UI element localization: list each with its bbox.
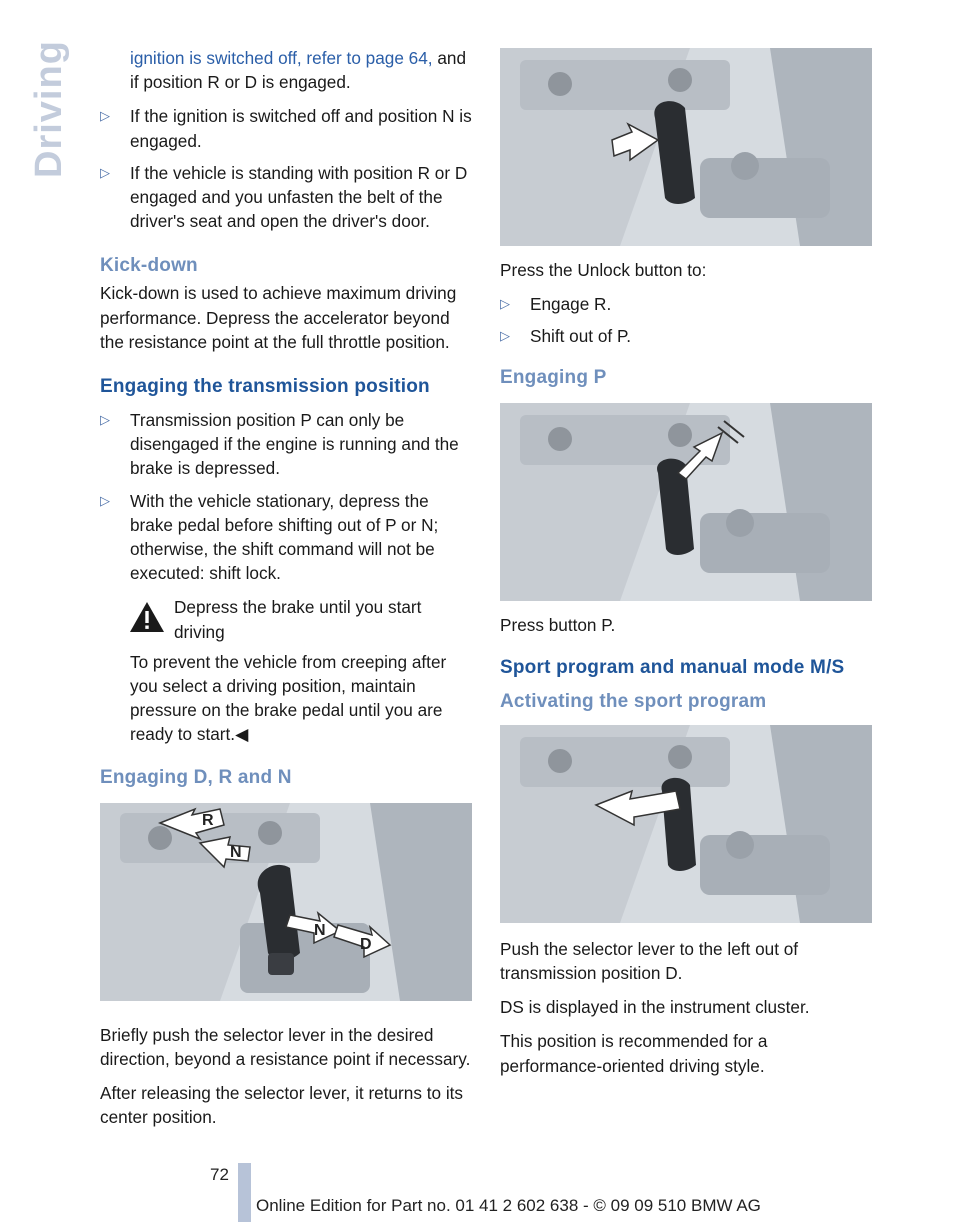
- bullet-triangle-icon: ▷: [100, 108, 110, 124]
- right-column: [500, 48, 874, 1088]
- list-item: ▷ With the vehicle stationary, depress the brake pedal before shifting out of P or N; otherwise, the shift command will not be executed: shift lock.: [100, 490, 439, 584]
- bullet-triangle-icon: ▷: [100, 164, 110, 180]
- engaging-bullet-list: [100, 408, 472, 585]
- list-item: ▷ If the vehicle is standing with position R or D engaged and you unfasten the belt of the driver's seat and open the driver's door.: [100, 162, 468, 232]
- bullet-triangle-icon: ▷: [100, 492, 110, 508]
- section-tab-label: Driving: [28, 40, 70, 178]
- sport-paragraph-1: Push the selector lever to the left out of transmission position D.: [500, 938, 799, 984]
- kickdown-paragraph: Kick-down is used to achieve maximum driving performance. Depress the accelerator beyond the resistance point at the full throttle position.: [100, 283, 457, 352]
- bullet-triangle-icon: ▷: [500, 328, 510, 344]
- drn-paragraph-1: Briefly push the selector lever in the desired direction, beyond a resistance point if necessary.: [100, 1024, 471, 1069]
- sport-heading: Sport program and manual mode M/S: [500, 656, 845, 678]
- footer-accent-bar: [238, 1163, 251, 1222]
- sport-paragraph-3: This position is recommended for a performance-oriented driving style.: [500, 1031, 768, 1076]
- sport-program-figure: [500, 725, 872, 923]
- footer-edition: Online Edition for Part no. 01 41 2 602 638 - © 09 09 510 BMW AG: [256, 1196, 761, 1215]
- figure-label-d: D: [360, 935, 372, 953]
- figure-label-r: R: [202, 811, 214, 829]
- list-item: ▷ Shift out of P.: [500, 324, 874, 348]
- drn-paragraph-2: After releasing the selector lever, it returns to its center position.: [100, 1083, 464, 1128]
- figure-label-n: N: [230, 843, 242, 861]
- p-paragraph: Press button P.: [500, 614, 616, 635]
- unlock-intro: Press the Unlock button to:: [500, 260, 707, 280]
- engaging-heading: Engaging the transmission position: [100, 376, 430, 398]
- warning-text: Depress the brake until you start driving: [174, 597, 422, 642]
- kickdown-heading: Kick-down: [100, 255, 198, 277]
- drn-heading: Engaging D, R and N: [100, 766, 292, 788]
- ignition-bullet-list: [100, 104, 472, 233]
- figure-label-n2: N: [314, 921, 326, 939]
- intro-paragraph: [100, 46, 472, 94]
- list-item: ▷ If the ignition is switched off and position N is engaged.: [100, 106, 472, 151]
- bullet-triangle-icon: ▷: [100, 412, 110, 428]
- activate-sport-heading: Activating the sport program: [500, 690, 767, 712]
- warning-followup: To prevent the vehicle from creeping after you select a driving position, maintain pressure on the brake pedal until you are ready to start.◀: [130, 651, 447, 745]
- engaging-p-heading: Engaging P: [500, 366, 607, 388]
- section-tab: [24, 40, 70, 190]
- list-item: ▷ Engage R.: [500, 292, 874, 316]
- left-column: [100, 46, 472, 1139]
- unlock-bullet-list: [500, 292, 874, 348]
- sport-paragraph-2: DS is displayed in the instrument cluster.: [500, 997, 810, 1018]
- unlock-button-figure: [500, 48, 872, 246]
- warning-triangle-icon: [129, 601, 165, 633]
- button-p-figure: [500, 403, 872, 601]
- page-number: 72: [210, 1165, 229, 1184]
- page-reference-link[interactable]: ignition is switched off, refer to page 64,: [130, 48, 433, 68]
- intro-rest: and if position R or D is engaged.: [130, 48, 467, 93]
- bullet-triangle-icon: ▷: [500, 296, 510, 312]
- warning-note: [100, 595, 472, 643]
- selector-lever-drn-figure: [100, 803, 472, 1001]
- list-item: ▷ Transmission position P can only be disengaged if the engine is running and the brake is depressed.: [100, 410, 459, 479]
